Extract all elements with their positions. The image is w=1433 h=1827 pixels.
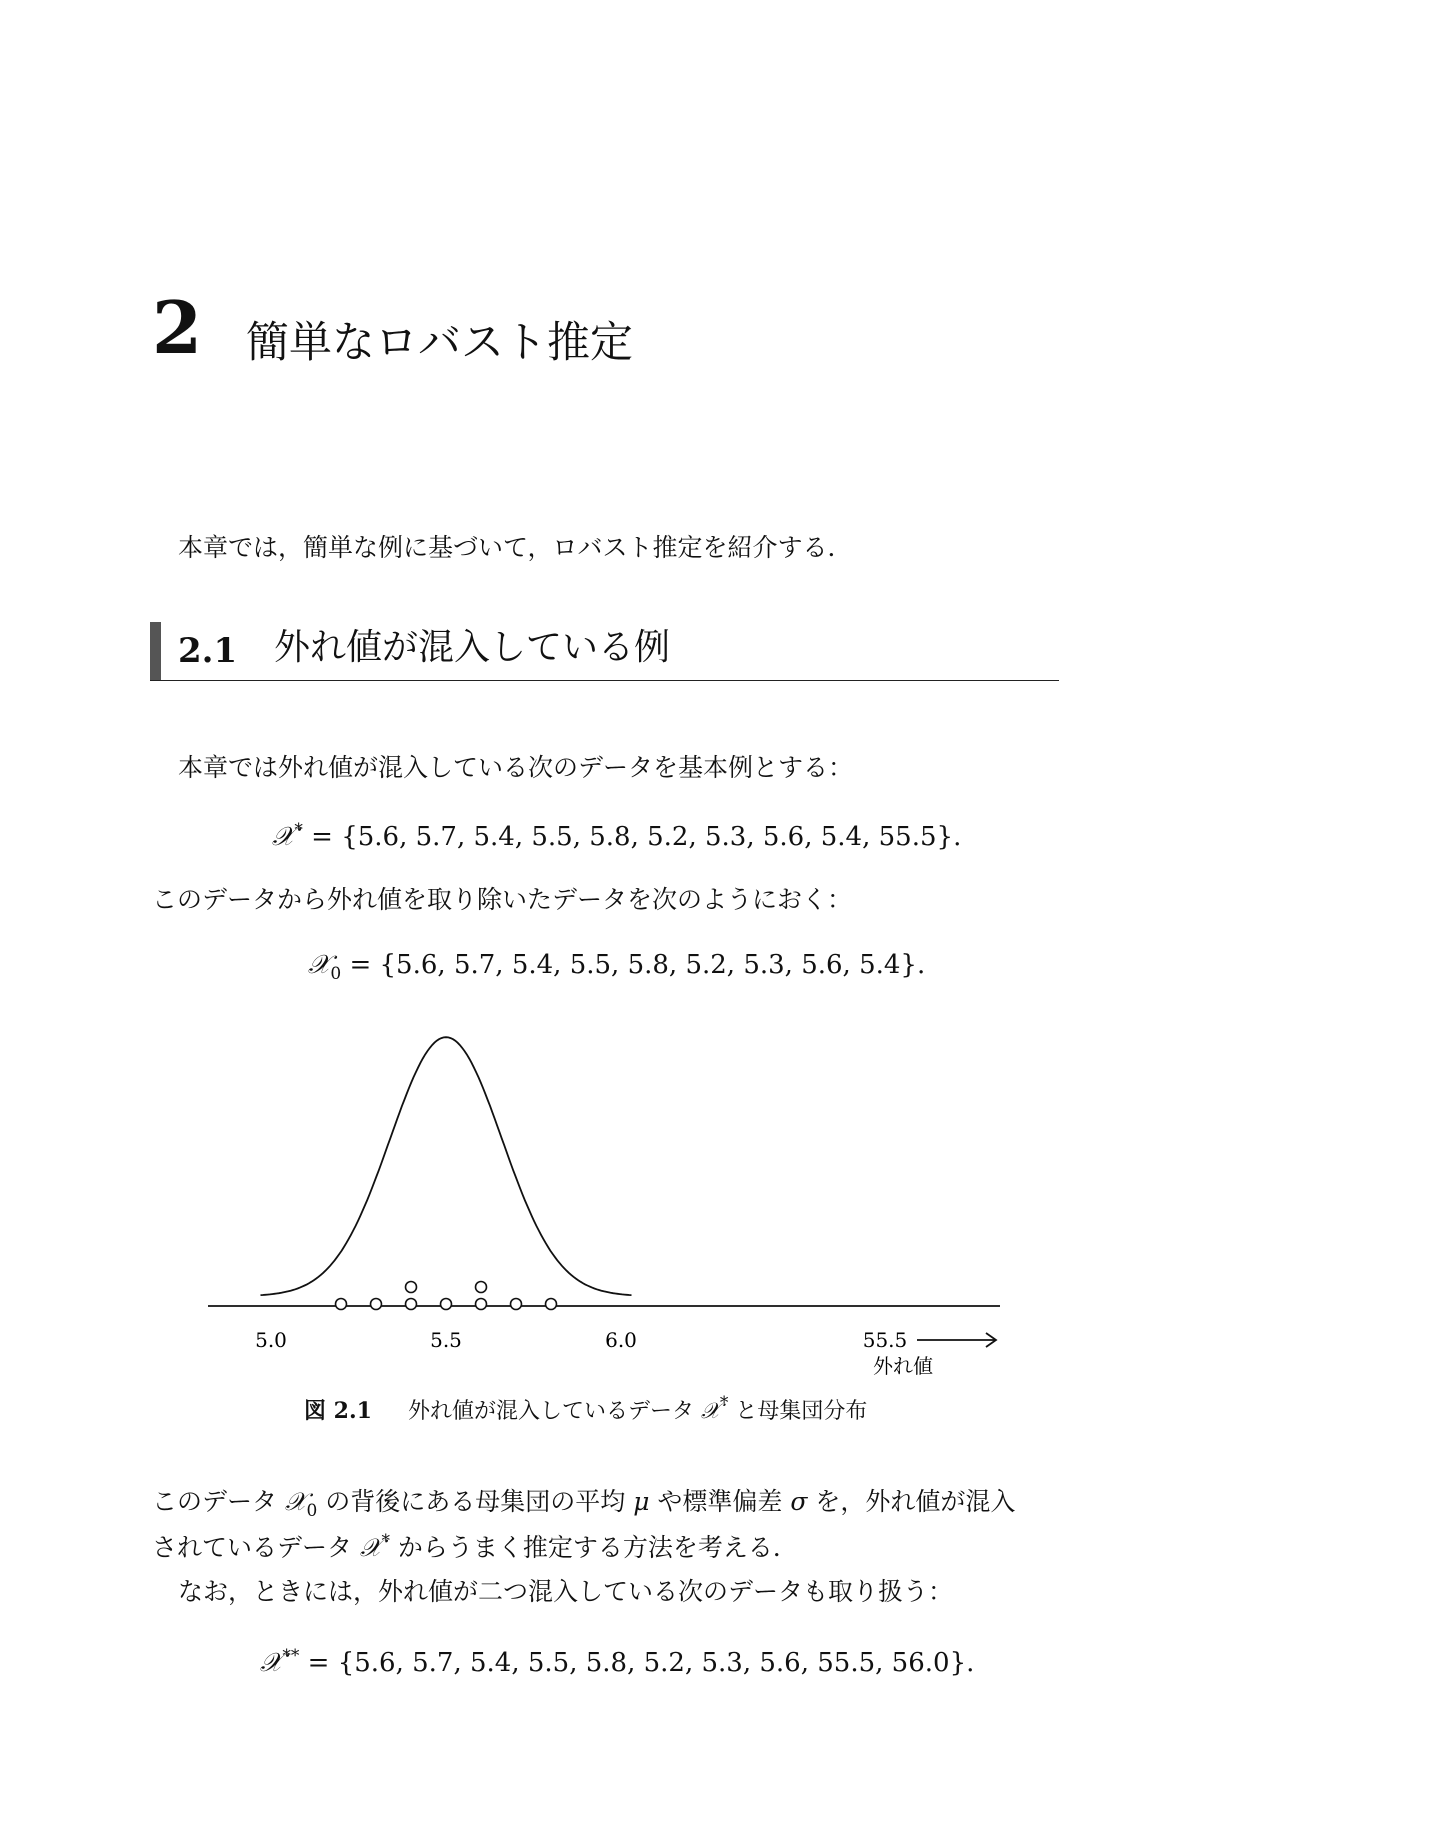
eq1-superscript: *	[294, 820, 303, 840]
data-point	[371, 1299, 382, 1310]
chapter-number: 2	[152, 285, 203, 370]
paragraph-estimation-line2	[152, 1530, 798, 1565]
para3-subscript-0: 0	[306, 1501, 318, 1521]
para3-text-3: や標準偏差	[649, 1487, 791, 1516]
para3-symbol-xstar: 𝒳	[359, 1533, 382, 1562]
data-point	[336, 1299, 347, 1310]
eq3-rhs: = {5.6, 5.7, 5.4, 5.5, 5.8, 5.2, 5.3, 5.6, 55.5, 56.0}.	[299, 1648, 975, 1678]
paragraph-basic-example: 本章では外れ値が混入している次のデータを基本例とする：	[178, 753, 854, 782]
chapter-title: 簡単なロバスト推定	[246, 318, 633, 368]
para3-text-2: の背後にある母集団の平均	[317, 1487, 634, 1516]
data-point	[406, 1282, 417, 1293]
figure-label: 図 2.1	[304, 1398, 372, 1424]
para3-text-4: を，外れ値が混入	[807, 1487, 1016, 1516]
caption-symbol: 𝒳	[700, 1399, 720, 1424]
para3-mu: μ	[633, 1487, 650, 1516]
paragraph-estimation-line1	[152, 1486, 1015, 1522]
data-point	[441, 1299, 452, 1310]
equation-x-double-star	[260, 1646, 974, 1679]
eq1-rhs: = {5.6, 5.7, 5.4, 5.5, 5.8, 5.2, 5.3, 5.6, 5.4, 55.5}.	[302, 822, 962, 852]
data-point	[406, 1299, 417, 1310]
para3-superscript: *	[381, 1531, 390, 1551]
caption-superscript: *	[719, 1393, 729, 1413]
x-tick-label: 5.0	[255, 1328, 287, 1352]
x-tick-label: 5.5	[430, 1328, 462, 1352]
figure-caption	[304, 1393, 867, 1425]
para3-text-6: からうまく推定する方法を考える．	[389, 1533, 798, 1562]
data-point	[476, 1282, 487, 1293]
eq3-superscript: **	[282, 1646, 300, 1666]
eq2-subscript: 0	[330, 964, 342, 984]
tick-labels-group	[255, 1328, 637, 1352]
data-point	[476, 1299, 487, 1310]
eq2-symbol: 𝒳	[308, 950, 331, 980]
para3-text-5: されているデータ	[152, 1533, 360, 1562]
intro-paragraph: 本章では，簡単な例に基づいて，ロバスト推定を紹介する．	[178, 533, 853, 562]
para3-symbol-x0: 𝒳	[284, 1487, 307, 1516]
x-tick-label: 6.0	[605, 1328, 637, 1352]
para3-sigma: σ	[790, 1487, 808, 1516]
caption-text-post: と母集団分布	[728, 1399, 868, 1424]
eq1-symbol: 𝒳	[272, 822, 295, 852]
section-number: 2.1	[178, 631, 238, 671]
eq3-symbol: 𝒳	[260, 1648, 283, 1678]
outlier-tick-label: 55.5	[862, 1328, 908, 1352]
caption-text-pre: 外れ値が混入しているデータ	[407, 1399, 701, 1424]
data-point	[546, 1299, 557, 1310]
density-curve	[261, 1037, 632, 1295]
outlier-text-label: 外れ値	[873, 1354, 933, 1378]
para3-text-1: このデータ	[152, 1487, 285, 1516]
data-point	[511, 1299, 522, 1310]
eq2-rhs: = {5.6, 5.7, 5.4, 5.5, 5.8, 5.2, 5.3, 5.6, 5.4}.	[341, 950, 926, 980]
paragraph-two-outliers: なお，ときには，外れ値が二つ混入している次のデータも取り扱う：	[178, 1577, 954, 1606]
section-title: 外れ値が混入している例	[274, 627, 671, 668]
paragraph-removed-data: このデータから外れ値を取り除いたデータを次のようにおく：	[152, 885, 853, 914]
